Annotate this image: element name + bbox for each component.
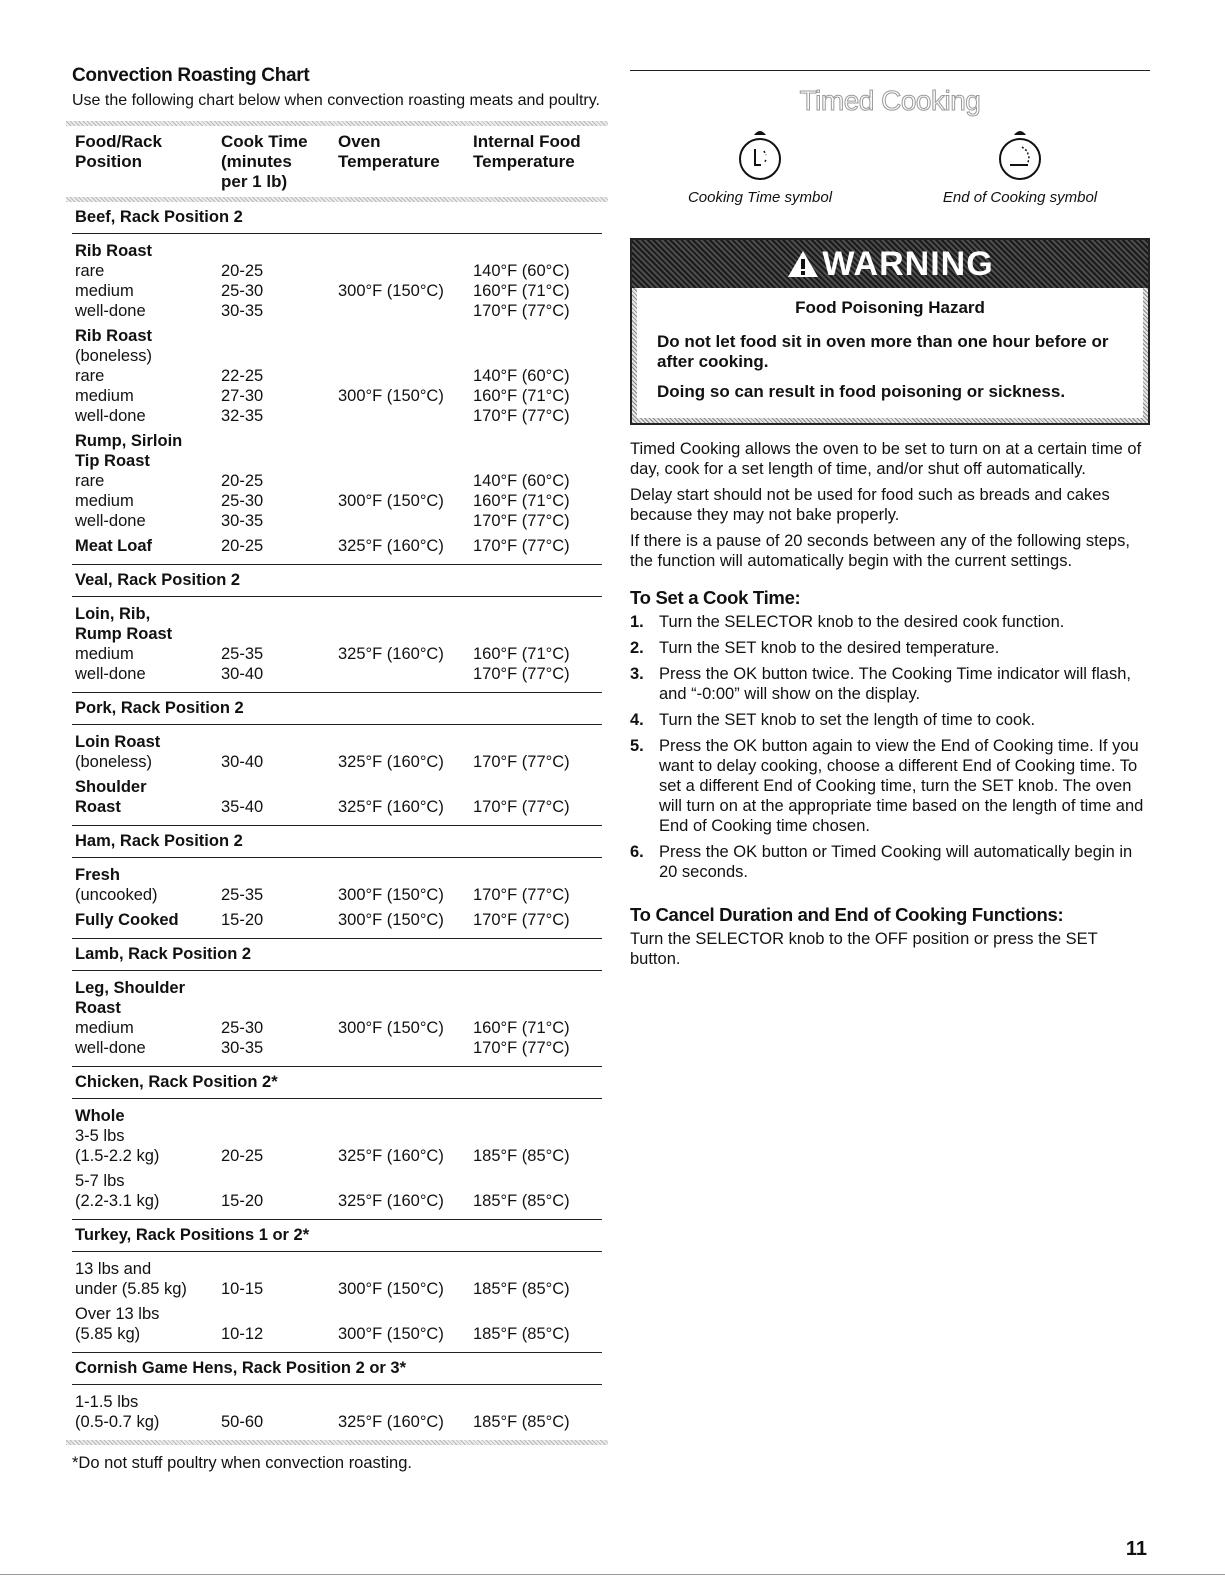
- table-row: [72, 998, 602, 1018]
- table-row: [72, 261, 602, 281]
- step-number: 2.: [630, 639, 644, 657]
- cell-internal: [473, 1392, 602, 1412]
- group-heading: Lamb, Rack Position 2: [72, 938, 602, 971]
- table-row: [72, 1324, 602, 1344]
- cell-oven: [338, 1171, 473, 1191]
- set-cook-time-heading: To Set a Cook Time:: [630, 587, 801, 608]
- roasting-chart-title: Convection Roasting Chart: [72, 65, 310, 86]
- roasting-chart-intro: Use the following chart below when convection roasting meats and poultry.: [72, 92, 600, 109]
- cell-time: 15-20: [221, 1192, 264, 1210]
- cell-oven: 300°F (150°C): [338, 492, 444, 510]
- cell-time: [221, 1392, 338, 1412]
- table-row: [72, 366, 602, 386]
- cell-time: 25-35: [221, 645, 264, 663]
- cell-internal: 185°F (85°C): [473, 1192, 570, 1210]
- table-row: [72, 491, 602, 511]
- cell-oven: [338, 261, 473, 281]
- cell-oven: 300°F (150°C): [338, 282, 444, 300]
- table-row: [72, 644, 602, 664]
- cell-time: 20-25: [221, 537, 264, 555]
- cell-internal: 185°F (85°C): [473, 1325, 570, 1343]
- header-food: Food/Rack Position: [75, 132, 162, 171]
- table-row: [72, 978, 602, 998]
- cell-internal: 185°F (85°C): [473, 1147, 570, 1165]
- cell-oven: 300°F (150°C): [338, 1325, 444, 1343]
- cell-food: Rump Roast: [75, 625, 173, 643]
- table-row: [72, 1171, 602, 1191]
- header-oven-temp: Oven Temperature: [338, 132, 440, 171]
- cell-time: [221, 978, 338, 998]
- cooking-time-clock-icon: [738, 125, 782, 185]
- cell-internal: [473, 1106, 602, 1126]
- cell-internal: 170°F (77°C): [473, 911, 570, 929]
- cell-food: Fully Cooked: [75, 911, 179, 929]
- cell-time: [221, 1171, 338, 1191]
- table-row: [72, 1412, 602, 1432]
- cell-oven: [338, 451, 473, 471]
- cell-oven: 325°F (160°C): [338, 798, 444, 816]
- cell-time: 30-35: [221, 512, 264, 530]
- cell-internal: 140°F (60°C): [473, 367, 570, 385]
- cell-oven: [338, 1304, 473, 1324]
- cell-time: 35-40: [221, 798, 264, 816]
- cell-internal: 160°F (71°C): [473, 282, 570, 300]
- cell-internal: 170°F (77°C): [473, 753, 570, 771]
- cell-internal: 170°F (77°C): [473, 302, 570, 320]
- group-end-spacer: [72, 1432, 602, 1440]
- cell-time: [221, 451, 338, 471]
- table-row: [72, 281, 602, 301]
- cell-food: (1.5-2.2 kg): [75, 1147, 160, 1165]
- cell-oven: [338, 471, 473, 491]
- cell-internal: [473, 604, 602, 624]
- warning-line-1: Do not let food sit in oven more than one hour before or after cooking.: [657, 332, 1109, 371]
- cooking-time-symbol: [630, 125, 890, 206]
- cell-internal: [473, 346, 602, 366]
- table-row: [72, 910, 602, 930]
- group-end-spacer: [72, 1211, 602, 1219]
- table-row: [72, 777, 602, 797]
- cell-internal: [473, 1304, 602, 1324]
- page-number: 11: [1125, 1538, 1147, 1560]
- table-row: [72, 451, 602, 471]
- cell-time: 50-60: [221, 1413, 264, 1431]
- step-item: [630, 842, 1150, 882]
- cell-internal: 170°F (77°C): [473, 512, 570, 530]
- cell-oven: [338, 998, 473, 1018]
- cell-food: Meat Loaf: [75, 537, 153, 555]
- cell-food: well-done: [75, 407, 146, 425]
- cell-time: [221, 732, 338, 752]
- end-of-cooking-caption: End of Cooking symbol: [942, 189, 1098, 206]
- cell-time: 10-12: [221, 1325, 264, 1343]
- cell-time: [221, 1304, 338, 1324]
- cancel-heading: To Cancel Duration and End of Cooking Functions:: [630, 904, 1064, 925]
- cell-food: medium: [75, 645, 134, 663]
- group-heading: Ham, Rack Position 2: [72, 825, 602, 858]
- cell-oven: [338, 978, 473, 998]
- group-end-spacer: [72, 930, 602, 938]
- table-row: [72, 732, 602, 752]
- cell-internal: [473, 451, 602, 471]
- cell-time: 15-20: [221, 911, 264, 929]
- cell-time: [221, 1126, 338, 1146]
- cell-time: 25-30: [221, 492, 264, 510]
- step-number: 5.: [630, 737, 644, 755]
- cell-internal: [473, 978, 602, 998]
- cell-time: 30-40: [221, 753, 264, 771]
- cell-time: [221, 431, 338, 451]
- cell-food: Rump, Sirloin: [75, 432, 183, 450]
- cancel-text: Turn the SELECTOR knob to the OFF position or press the SET button.: [630, 930, 1098, 968]
- cell-food: Roast: [75, 999, 121, 1017]
- step-item: [630, 710, 1150, 730]
- cell-oven: [338, 1259, 473, 1279]
- header-internal-temp: Internal Food Temperature: [473, 132, 581, 171]
- cell-oven: [338, 366, 473, 386]
- paragraph-2: Delay start should not be used for food such as breads and cakes because they may not bake properly.: [630, 486, 1110, 524]
- cell-time: 30-35: [221, 1039, 264, 1057]
- cell-food: (2.2-3.1 kg): [75, 1192, 160, 1210]
- table-row: [72, 346, 602, 366]
- cell-food: well-done: [75, 665, 146, 683]
- end-of-cooking-clock-icon: [998, 125, 1042, 185]
- cell-food: (boneless): [75, 347, 153, 365]
- cell-internal: [473, 431, 602, 451]
- cell-internal: 140°F (60°C): [473, 262, 570, 280]
- table-row: [72, 865, 602, 885]
- cell-food: Tip Roast: [75, 452, 150, 470]
- cell-time: [221, 1259, 338, 1279]
- table-row: [72, 1126, 602, 1146]
- cell-internal: 170°F (77°C): [473, 537, 570, 555]
- cell-food: (0.5-0.7 kg): [75, 1413, 160, 1431]
- group-heading: Cornish Game Hens, Rack Position 2 or 3*: [72, 1352, 602, 1385]
- cell-internal: 185°F (85°C): [473, 1280, 570, 1298]
- table-row: [72, 1146, 602, 1166]
- warning-triangle-icon: [786, 249, 820, 279]
- table-header: [72, 126, 602, 197]
- cell-internal: [473, 865, 602, 885]
- cell-food: 5-7 lbs: [75, 1172, 125, 1190]
- cell-food: Rib Roast: [75, 242, 153, 260]
- step-number: 3.: [630, 665, 644, 683]
- cell-internal: [473, 998, 602, 1018]
- group-heading: Veal, Rack Position 2: [72, 564, 602, 597]
- cell-time: 30-40: [221, 665, 264, 683]
- cell-food: Roast: [75, 798, 121, 816]
- cell-internal: [473, 732, 602, 752]
- group-heading: Turkey, Rack Positions 1 or 2*: [72, 1219, 602, 1252]
- warning-subtitle: Food Poisoning Hazard: [795, 298, 985, 317]
- step-number: 4.: [630, 711, 644, 729]
- step-text: Press the OK button twice. The Cooking Time indicator will flash, and “-0:00” will show on the display.: [659, 665, 1131, 703]
- cell-internal: 170°F (77°C): [473, 886, 570, 904]
- cell-time: 32-35: [221, 407, 264, 425]
- table-bottom-shade: [66, 1440, 608, 1445]
- table-row: [72, 301, 602, 321]
- warning-body: [637, 288, 1143, 418]
- cell-internal: [473, 1171, 602, 1191]
- cell-time: [221, 604, 338, 624]
- header-cook-time: Cook Time (minutes per 1 lb): [221, 132, 308, 191]
- cell-time: 20-25: [221, 472, 264, 490]
- cell-oven: 300°F (150°C): [338, 387, 444, 405]
- table-row: [72, 1038, 602, 1058]
- cell-time: [221, 326, 338, 346]
- section-rule: [630, 70, 1150, 71]
- cell-food: Rib Roast: [75, 327, 153, 345]
- cell-oven: 300°F (150°C): [338, 1280, 444, 1298]
- table-row: [72, 604, 602, 624]
- table-body: [72, 202, 602, 1440]
- cell-internal: [473, 326, 602, 346]
- cell-oven: [338, 301, 473, 321]
- table-row: [72, 1392, 602, 1412]
- roasting-chart-section: [72, 64, 602, 1473]
- group-heading: Beef, Rack Position 2: [72, 202, 602, 234]
- paragraph-3: If there is a pause of 20 seconds between any of the following steps, the function will automatically begin with the current settings.: [630, 532, 1130, 570]
- cell-food: 1-1.5 lbs: [75, 1393, 139, 1411]
- step-item: [630, 664, 1150, 704]
- cell-oven: [338, 326, 473, 346]
- cell-food: (5.85 kg): [75, 1325, 141, 1343]
- group-heading: Chicken, Rack Position 2*: [72, 1066, 602, 1099]
- table-row: [72, 1259, 602, 1279]
- cell-time: [221, 865, 338, 885]
- step-number: 1.: [630, 613, 644, 631]
- cell-internal: [473, 1259, 602, 1279]
- cell-oven: [338, 624, 473, 644]
- intro-paragraphs: [630, 439, 1150, 571]
- warning-header: [632, 240, 1148, 288]
- group-end-spacer: [72, 1058, 602, 1066]
- cell-internal: 170°F (77°C): [473, 798, 570, 816]
- cell-food: Shoulder: [75, 778, 147, 796]
- step-text: Turn the SET knob to set the length of time to cook.: [659, 711, 1036, 729]
- step-number: 6.: [630, 843, 644, 861]
- cell-oven: [338, 604, 473, 624]
- table-row: [72, 326, 602, 346]
- cooking-time-caption: Cooking Time symbol: [687, 189, 833, 206]
- cell-food: (uncooked): [75, 886, 158, 904]
- cell-time: 25-35: [221, 886, 264, 904]
- cell-oven: 300°F (150°C): [338, 1019, 444, 1037]
- cell-time: [221, 1106, 338, 1126]
- table-row: [72, 1106, 602, 1126]
- cell-internal: 170°F (77°C): [473, 665, 570, 683]
- cell-food: rare: [75, 472, 105, 490]
- cell-oven: [338, 1038, 473, 1058]
- step-text: Turn the SELECTOR knob to the desired cook function.: [659, 613, 1065, 631]
- page-bottom-rule: [0, 1574, 1225, 1575]
- cell-oven: [338, 1392, 473, 1412]
- cell-food: under (5.85 kg): [75, 1280, 187, 1298]
- end-of-cooking-symbol: [890, 125, 1150, 206]
- step-item: [630, 736, 1150, 836]
- step-text: Press the OK button again to view the End of Cooking time. If you want to delay cooking, choose a different End of Cooking time. To set a different End of Cooking time, turn the SET knob. The oven will turn on at the appropriate time based on the length of time and End of Cooking time chosen.: [659, 737, 1144, 835]
- cell-time: 20-25: [221, 1147, 264, 1165]
- table-row: [72, 386, 602, 406]
- cell-time: [221, 998, 338, 1018]
- cell-oven: 325°F (160°C): [338, 537, 444, 555]
- cell-time: 30-35: [221, 302, 264, 320]
- footnote: *Do not stuff poultry when convection roasting.: [72, 1454, 412, 1472]
- table-row: [72, 1018, 602, 1038]
- cell-time: 20-25: [221, 262, 264, 280]
- table-row: [72, 536, 602, 556]
- group-end-spacer: [72, 1344, 602, 1352]
- group-heading: Pork, Rack Position 2: [72, 692, 602, 725]
- cell-time: 25-30: [221, 282, 264, 300]
- cell-food: 13 lbs and: [75, 1260, 152, 1278]
- cell-oven: [338, 777, 473, 797]
- cell-oven: [338, 346, 473, 366]
- cell-internal: [473, 624, 602, 644]
- cell-time: [221, 624, 338, 644]
- step-item: [630, 612, 1150, 632]
- cell-food: medium: [75, 387, 134, 405]
- cell-food: well-done: [75, 302, 146, 320]
- cell-time: 10-15: [221, 1280, 264, 1298]
- cell-food: medium: [75, 1019, 134, 1037]
- table-row: [72, 241, 602, 261]
- cell-internal: 170°F (77°C): [473, 407, 570, 425]
- cell-internal: 170°F (77°C): [473, 1039, 570, 1057]
- cell-time: 25-30: [221, 1019, 264, 1037]
- cell-food: well-done: [75, 512, 146, 530]
- cell-oven: 325°F (160°C): [338, 1147, 444, 1165]
- cell-oven: [338, 406, 473, 426]
- cell-internal: [473, 777, 602, 797]
- cell-time: [221, 346, 338, 366]
- step-text: Press the OK button or Timed Cooking will automatically begin in 20 seconds.: [659, 843, 1133, 881]
- table-row: [72, 406, 602, 426]
- warning-box: [630, 238, 1150, 425]
- cell-food: well-done: [75, 1039, 146, 1057]
- warning-body-frame: [632, 288, 1148, 423]
- cell-internal: 185°F (85°C): [473, 1413, 570, 1431]
- cell-internal: 160°F (71°C): [473, 387, 570, 405]
- cell-oven: [338, 431, 473, 451]
- timed-cooking-title: Timed Cooking: [799, 85, 981, 116]
- cell-oven: [338, 241, 473, 261]
- table-row: [72, 752, 602, 772]
- group-end-spacer: [72, 684, 602, 692]
- cell-food: 3-5 lbs: [75, 1127, 125, 1145]
- cell-oven: [338, 865, 473, 885]
- cell-food: Fresh: [75, 866, 120, 884]
- table-row: [72, 885, 602, 905]
- table-row: [72, 797, 602, 817]
- table-row: [72, 511, 602, 531]
- cell-oven: [338, 732, 473, 752]
- cell-oven: 325°F (160°C): [338, 645, 444, 663]
- timed-cooking-section: [630, 70, 1150, 975]
- table-row: [72, 471, 602, 491]
- cell-internal: 160°F (71°C): [473, 645, 570, 663]
- cell-time: [221, 777, 338, 797]
- cell-time: [221, 241, 338, 261]
- cell-oven: 300°F (150°C): [338, 886, 444, 904]
- cell-internal: 160°F (71°C): [473, 1019, 570, 1037]
- cell-time: 27-30: [221, 387, 264, 405]
- warning-label: WARNING: [822, 244, 994, 283]
- cell-food: Leg, Shoulder: [75, 979, 186, 997]
- set-cook-time-steps: [630, 612, 1150, 882]
- cell-food: medium: [75, 492, 134, 510]
- paragraph-1: Timed Cooking allows the oven to be set to turn on at a certain time of day, cook for a set length of time, and/or shut off automatically.: [630, 440, 1142, 478]
- cell-food: medium: [75, 282, 134, 300]
- cell-oven: 325°F (160°C): [338, 753, 444, 771]
- table-row: [72, 1304, 602, 1324]
- cell-oven: 325°F (160°C): [338, 1192, 444, 1210]
- cell-time: 22-25: [221, 367, 264, 385]
- cell-food: Over 13 lbs: [75, 1305, 160, 1323]
- table-row: [72, 1279, 602, 1299]
- step-item: [630, 638, 1150, 658]
- cell-food: rare: [75, 367, 105, 385]
- cell-food: Loin, Rib,: [75, 605, 151, 623]
- cell-oven: 325°F (160°C): [338, 1413, 444, 1431]
- cell-oven: [338, 511, 473, 531]
- cell-internal: [473, 1126, 602, 1146]
- cell-internal: 140°F (60°C): [473, 472, 570, 490]
- cell-food: Loin Roast: [75, 733, 161, 751]
- cell-food: rare: [75, 262, 105, 280]
- cell-food: Whole: [75, 1107, 125, 1125]
- group-end-spacer: [72, 817, 602, 825]
- cell-food: (boneless): [75, 753, 153, 771]
- table-row: [72, 431, 602, 451]
- table-row: [72, 1191, 602, 1211]
- cell-oven: [338, 1126, 473, 1146]
- cell-oven: 300°F (150°C): [338, 911, 444, 929]
- cell-oven: [338, 664, 473, 684]
- table-row: [72, 624, 602, 644]
- table-row: [72, 664, 602, 684]
- warning-line-2: Doing so can result in food poisoning or sickness.: [657, 382, 1066, 401]
- symbol-row: [630, 125, 1150, 206]
- cell-oven: [338, 1106, 473, 1126]
- group-end-spacer: [72, 556, 602, 564]
- cell-internal: 160°F (71°C): [473, 492, 570, 510]
- step-text: Turn the SET knob to the desired temperature.: [659, 639, 1000, 657]
- cell-internal: [473, 241, 602, 261]
